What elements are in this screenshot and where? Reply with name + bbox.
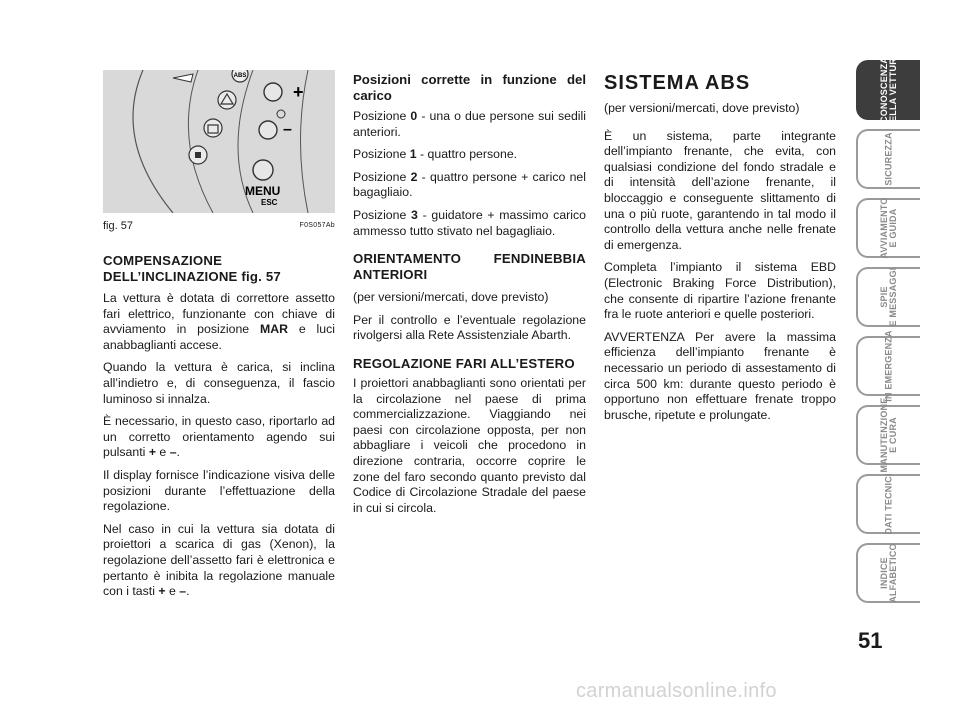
paragraph-5: Nel caso in cui la vettura sia dotata di proiettori a scarica di gas (Xenon), la regolazione dell’assetto fari è elettronica e pertanto è inibita la regolazione manuale con i tasti + e –. xyxy=(103,521,335,599)
heading-regolazione-fari: REGOLAZIONE FARI ALL’ESTERO xyxy=(353,355,575,371)
esc-label: ESC xyxy=(261,198,278,207)
position-2: Posizione 2 - quattro persone + carico nel bagagliaio. xyxy=(353,169,586,200)
paragraph-abs-2: Completa l’impianto il sistema EBD (Electronic Braking Force Distribution), che consente di ripartire l’azione frenante fra le ruote anteriori e quelle posteriori. xyxy=(604,260,836,322)
minus-label: – xyxy=(283,121,292,138)
position-3: Posizione 3 - guidatore + massimo carico ammesso tutto stivato nel bagagliaio. xyxy=(353,207,586,238)
dashboard-controls-illustration xyxy=(103,70,335,213)
chapter-tabs xyxy=(856,51,920,612)
figure-number: fig. 57 xyxy=(103,220,133,232)
figure-caption xyxy=(103,220,335,232)
minus-button[interactable] xyxy=(259,121,277,139)
figure-57 xyxy=(103,70,335,213)
subtitle-abs: (per versioni/mercati, dove previsto) xyxy=(604,101,800,115)
tab-spie-e-messaggi[interactable]: SPIE E MESSAGGI xyxy=(856,267,920,327)
plus-button[interactable] xyxy=(264,83,282,101)
page-number: 51 xyxy=(858,628,883,653)
heading-compensazione: COMPENSAZIONE DELL’INCLINAZIONE fig. 57 xyxy=(103,253,281,284)
paragraph-4: Il display fornisce l’indicazione visiva delle posizioni durante l’effettuazione della regolazione. xyxy=(103,467,335,514)
paragraph-fendinebbia: Per il controllo e l’eventuale regolazione rivolgersi alla Rete Assistenziale Abarth. xyxy=(353,312,586,343)
tab-sicurezza[interactable]: SICUREZZA xyxy=(856,129,920,189)
figure-code: F0S057Ab xyxy=(299,222,335,229)
menu-esc-button[interactable] xyxy=(253,160,273,180)
tab-conoscenza-della-vettura[interactable]: CONOSCENZA DELLA VETTURA xyxy=(856,60,920,120)
paragraph-abs-1: È un sistema, parte integrante dell’impianto frenante, che evita, con qualsiasi condizione del fondo stradale e di intensità dell’azione frenante, il bloccaggio e conseguente slittamento di una o più ruote, garantendo in tal modo il controllo della vettura anche nelle frenate di emergenza. xyxy=(604,128,836,252)
menu-label: MENU xyxy=(245,184,281,198)
column-middle xyxy=(353,72,586,523)
paragraph-3: È necessario, in questo caso, riportarlo ad un corretto orientamento agendo sui pulsanti + e –. xyxy=(103,414,335,460)
tab-indice-alfabetico[interactable]: INDICE ALFABETICO xyxy=(856,543,920,603)
column-right xyxy=(604,72,836,430)
position-0: Posizione 0 - una o due persone sui sedili anteriori. xyxy=(353,109,586,139)
heading-fendinebbia: ORIENTAMENTO FENDINEBBIA ANTERIORI xyxy=(353,251,586,283)
door-lock-icon xyxy=(204,119,222,137)
tab-in-emergenza[interactable]: IN EMERGENZA xyxy=(856,336,920,396)
watermark: carmanualsonline.info xyxy=(576,680,777,702)
paragraph-abs-3: AVVERTENZA Per avere la massima efficienza dell’impianto frenante è necessario un periodo di assestamento di circa 500 km: durante questo periodo è opportuno non effettuare frenate troppo brusche, ripetute e prolungate. xyxy=(604,329,836,422)
position-1: Posizione 1 - quattro persone. xyxy=(353,147,518,162)
column-left xyxy=(103,253,335,607)
paragraph-1: La vettura è dotata di correttore assetto fari elettrico, funzionante con chiave di avviamento in posizione MAR e luci anabbaglianti accese. xyxy=(103,291,335,352)
paragraph-2: Quando la vettura è carica, si inclina all’indietro e, di conseguenza, il fascio luminoso si innalza. xyxy=(103,360,335,406)
heading-sistema-abs: SISTEMA ABS xyxy=(604,72,751,94)
tab-dati-tecnici[interactable]: DATI TECNICI xyxy=(856,474,920,534)
paragraph-regolazione-fari: I proiettori anabbaglianti sono orientati per la circolazione nel paese di prima commercializzazione. Viaggiando nei paesi con circolazione opposta, per non abbagliare i veicoli che procedono in direzione contraria, occorre coprire le zone del faro secondo quanto previsto dal Codice di Circolazione Stradale del paese in cui si circola. xyxy=(353,375,586,515)
tab-manutenzione-e-cura[interactable]: MANUTENZIONE E CURA xyxy=(856,405,920,465)
abs-label: ABS xyxy=(233,73,247,79)
plus-label: + xyxy=(293,82,304,102)
tab-avviamento-e-guida[interactable]: AVVIAMENTO E GUIDA xyxy=(856,198,920,258)
subtitle-fendinebbia: (per versioni/mercati, dove previsto) xyxy=(353,290,549,305)
heading-posizioni: Posizioni corrette in funzione del carico xyxy=(353,72,586,103)
